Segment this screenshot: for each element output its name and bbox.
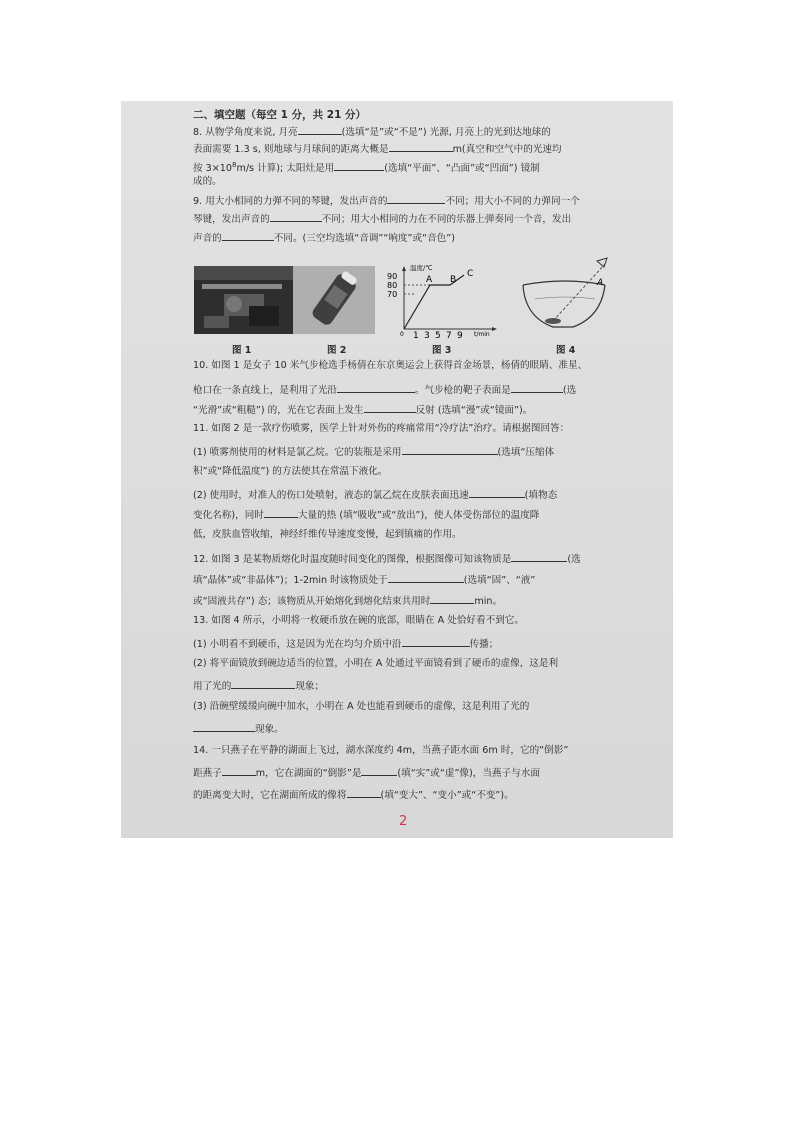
bowl-body xyxy=(523,285,605,327)
q13-text: 用了光的 xyxy=(193,681,232,692)
q10-line2 xyxy=(193,381,576,399)
bowl-inner-line xyxy=(535,297,595,299)
figure2-caption: 图 2 xyxy=(327,345,347,356)
figure4-bowl-diagram xyxy=(515,255,615,340)
q12-text: min。 xyxy=(474,596,503,607)
q8-line4 xyxy=(193,174,222,190)
q9-blank1[interactable] xyxy=(387,192,445,204)
q12-line1 xyxy=(193,550,581,568)
q11-line1 xyxy=(193,421,569,437)
q13-text: 现象； xyxy=(295,681,325,692)
q8-text: (选填“平面”、“凸面”或“凹面”) 镜制 xyxy=(384,163,540,175)
q9-text: 琴键，发出声音的 xyxy=(193,214,270,225)
q13-text: (3) 沿碗壁缓缓向碗中加水，小明在 A 处也能看到硬币的虚像，这是利用了光的 xyxy=(193,701,530,712)
q13-blank2[interactable] xyxy=(231,677,295,689)
q12-text: (选 xyxy=(567,554,581,565)
q14-text: 的距离变大时，它在湖面所成的像将 xyxy=(193,790,347,801)
eye-icon xyxy=(597,258,607,267)
figure4-caption: 图 4 xyxy=(556,345,576,356)
q14-line2 xyxy=(193,764,540,782)
q9-line3 xyxy=(193,229,455,247)
q9-text: 声音的 xyxy=(193,233,222,244)
q10-text: 反射 (选填“漫”或“镜面”)。 xyxy=(415,405,533,416)
q14-line1 xyxy=(193,743,568,759)
figure2-spray-image xyxy=(293,266,375,334)
q13-line6 xyxy=(193,720,284,738)
q11-line6 xyxy=(193,527,462,543)
q13-text: (1) 小明看不到硬币，这是因为光在均匀介质中沿 xyxy=(193,639,402,650)
figure3-chart xyxy=(380,263,500,338)
q8-text: (选填“是”或“不是”) 光源, 月亮上的光到达地球的 xyxy=(341,127,551,138)
q8-text: 8. 从物学角度来说, 月亮 xyxy=(193,127,298,138)
q9-blank2[interactable] xyxy=(270,210,322,222)
figure1-shooter-image xyxy=(194,266,293,334)
q11-text: 大量的热 (填“吸收”或“放出”)，使人体受伤部位的温度降 xyxy=(297,510,540,521)
q13-line3 xyxy=(193,656,558,672)
y-tick-70: 70 xyxy=(387,290,398,299)
q11-text: 低，皮肤血管收缩，神经纤维传导速度变慢，起到镇痛的作用。 xyxy=(193,529,462,540)
q11-line2 xyxy=(193,443,554,461)
q8-text: 成的。 xyxy=(193,176,222,187)
q11-text: (1) 喷雾剂使用的材料是氯乙烷。它的装瓶是采用 xyxy=(193,447,402,458)
x-axis-label: t/min xyxy=(474,331,490,338)
q12-blank2[interactable] xyxy=(388,571,464,583)
figure3-caption: 图 3 xyxy=(432,345,452,356)
q11-blank3[interactable] xyxy=(264,506,298,518)
y-axis-arrow xyxy=(402,266,406,271)
page-number: 2 xyxy=(399,814,408,829)
q12-text: 12. 如图 3 是某物质熔化时温度随时间变化的图像，根据图像可知该物质是 xyxy=(193,554,512,565)
q8-exponent: 8 xyxy=(232,161,237,169)
q10-text: “光滑”或“粗糙”) 的，光在它表面上发生 xyxy=(193,405,364,416)
figure1-photo xyxy=(194,266,293,334)
q8-line1 xyxy=(193,123,551,141)
q8-text: 按 3×10 xyxy=(193,163,232,175)
q11-text: (2) 使用时，对准人的伤口处喷射，液态的氯乙烷在皮肤表面迅速 xyxy=(193,490,469,501)
q10-blank1[interactable] xyxy=(337,381,415,393)
q14-text: (填“实”或“虚”像)，当燕子与水面 xyxy=(397,768,540,779)
q11-blank2[interactable] xyxy=(469,486,525,498)
q11-line4 xyxy=(193,486,557,504)
q11-text: 11. 如图 2 是一款疗伤喷雾，医学上针对外伤的疼痛常用“冷疗法”治疗。请根据图回答： xyxy=(193,423,570,434)
q12-text: 填“晶体”或“非晶体”)；1-2min 时该物质处于 xyxy=(193,575,388,586)
figure2-photo xyxy=(293,266,375,334)
q9-text: 9. 用大小相同的力弹不同的琴键，发出声音的 xyxy=(193,196,388,207)
x-tick-3: 3 xyxy=(424,331,430,338)
q14-text: 距燕子 xyxy=(193,768,222,779)
q10-text: 枪口在一条直线上，是利用了光沿 xyxy=(193,385,337,396)
q9-line2 xyxy=(193,210,571,228)
q8-line3 xyxy=(193,157,540,177)
q12-line3 xyxy=(193,592,502,610)
section-title: 二、填空题（每空 1 分，共 21 分） xyxy=(193,109,367,121)
q8-text: m/s 计算); 太阳灶是用 xyxy=(236,163,335,175)
q13-text: 现象。 xyxy=(255,724,284,735)
q11-line3 xyxy=(193,464,387,480)
y-tick-80: 80 xyxy=(387,281,398,290)
q10-text: 10. 如图 1 是女子 10 米气步枪选手杨倩在东京奥运会上获得首金场景，杨倩的眼睛、准星、 xyxy=(193,360,588,371)
x-tick-7: 7 xyxy=(446,331,452,338)
q12-blank1[interactable] xyxy=(511,550,567,562)
y-axis-label: 温度/℃ xyxy=(410,264,433,272)
q12-text: 或“固液共存”) 态；该物质从开始熔化到熔化结束共用时 xyxy=(193,596,431,607)
x-axis-arrow xyxy=(492,327,497,331)
origin-label: 0 xyxy=(400,331,404,338)
q10-text: (选 xyxy=(562,385,577,396)
q13-line1 xyxy=(193,613,524,629)
q14-blank2[interactable] xyxy=(361,764,397,776)
bowl-rim xyxy=(523,281,605,285)
q11-text: (选填“压缩体 xyxy=(497,447,555,458)
q13-text: 传播； xyxy=(469,639,499,650)
q9-blank3[interactable] xyxy=(222,229,274,241)
q12-text: (选填“固”、“液” xyxy=(463,575,536,586)
point-A-label: A xyxy=(426,275,433,285)
sight-line xyxy=(553,264,605,321)
q8-text: m(真空和空气中的光速均 xyxy=(452,144,562,155)
q13-blank1[interactable] xyxy=(402,635,470,647)
q11-line5 xyxy=(193,506,539,524)
q8-blank2[interactable] xyxy=(389,140,453,152)
q12-line2 xyxy=(193,571,535,589)
q14-text: 14. 一只燕子在平静的湖面上飞过，湖水深度约 4m，当燕子距水面 6m 时，它的“倒影” xyxy=(193,745,569,756)
q13-line5 xyxy=(193,699,529,715)
q14-text: (填“变大”、“变小”或“不变”)。 xyxy=(380,790,514,801)
q13-text: 13. 如图 4 所示，小明将一枚硬币放在碗的底部，眼睛在 A 处恰好看不到它。 xyxy=(193,615,524,626)
q14-line3 xyxy=(193,786,514,804)
q14-blank3[interactable] xyxy=(347,786,381,798)
q10-blank2[interactable] xyxy=(511,381,563,393)
q9-text: 不同；用大小不同的力弹同一个 xyxy=(445,196,580,207)
q9-text: 不同；用大小相同的力在不同的乐器上弹奏同一个音，发出 xyxy=(321,214,572,225)
x-tick-1: 1 xyxy=(413,331,419,338)
figure1-caption: 图 1 xyxy=(232,345,252,356)
q11-text: 变化名称)，同时 xyxy=(193,510,264,521)
q10-line3 xyxy=(193,401,532,419)
q11-text: (填物态 xyxy=(524,490,558,501)
q8-text: 表面需要 1.3 s, 则地球与月球间的距离大概是 xyxy=(193,144,389,155)
q13-line4 xyxy=(193,677,324,695)
q14-text: m，它在湖面的“倒影”是 xyxy=(255,768,362,779)
q10-line1 xyxy=(193,358,587,374)
q13-line2 xyxy=(193,635,498,653)
q13-blank3[interactable] xyxy=(193,720,255,732)
q9-text: 不同。(三空均选填“音调”“响度”或“音色”) xyxy=(273,233,455,244)
q10-text: 。气步枪的靶子表面是 xyxy=(414,385,511,396)
x-tick-5: 5 xyxy=(435,331,441,338)
point-B-label: B xyxy=(450,275,457,285)
point-A-label: A xyxy=(597,278,604,288)
q11-text: 积”或“降低温度”) 的方法使其在常温下液化。 xyxy=(193,466,388,477)
point-C-label: C xyxy=(467,269,474,279)
q9-line1 xyxy=(193,192,580,210)
q10-blank3[interactable] xyxy=(364,401,416,413)
q8-line2 xyxy=(193,140,562,158)
q13-text: (2) 将平面镜放到碗边适当的位置，小明在 A 处通过平面镜看到了硬币的虚像，这是利 xyxy=(193,658,559,669)
q14-blank1[interactable] xyxy=(222,764,256,776)
q8-blank1[interactable] xyxy=(298,123,342,135)
q12-blank3[interactable] xyxy=(430,592,474,604)
x-tick-9: 9 xyxy=(457,331,463,338)
y-tick-90: 90 xyxy=(387,272,398,281)
q11-blank1[interactable] xyxy=(402,443,498,455)
q8-blank3[interactable] xyxy=(334,159,384,171)
